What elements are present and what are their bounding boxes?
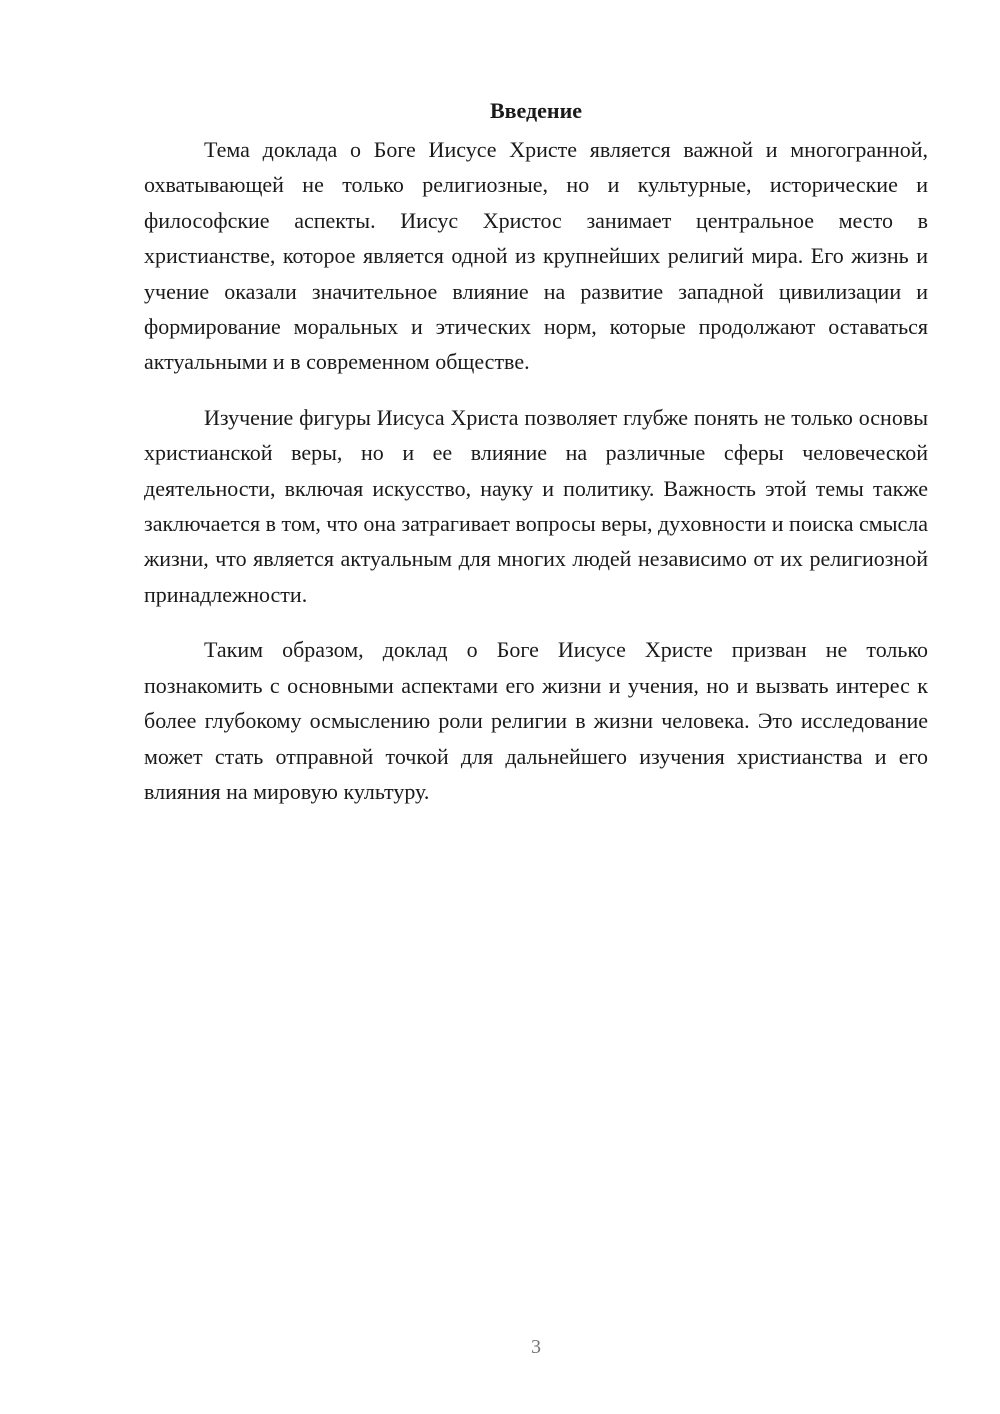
section-heading: Введение <box>489 98 583 123</box>
page-number: 3 <box>531 1336 541 1358</box>
paragraph-3: Таким образом, доклад о Боге Иисусе Христе призван не только познакомить с основными аспектами его жизни и учения, но и вызвать интерес к более глубокому осмыслению роли религии в жизни человека. Это исследование может стать отправной точкой для дальнейшего изучения христианства и его влияния на мировую культуру. <box>144 637 928 804</box>
paragraph-2: Изучение фигуры Иисуса Христа позволяет глубже понять не только основы христианской веры, но и ее влияние на различные сферы человеческой деятельности, включая искусство, науку и политику. Важность этой темы также заключается в том, что она затрагивает вопросы веры, духовности и поиска смысла жизни, что является актуальным для многих людей независимо от их религиозной принадлежности. <box>144 404 928 607</box>
page-content <box>144 96 928 829</box>
paragraph-1: Тема доклада о Боге Иисусе Христе является важной и многогранной, охватывающей не только религиозные, но и культурные, исторические и философские аспекты. Иисус Христос занимает центральное место в христианстве, которое является одной из крупнейших религий мира. Его жизнь и учение оказали значительное влияние на развитие западной цивилизации и формирование моральных и этических норм, которые продолжают оставаться актуальными и в современном обществе. <box>144 137 928 375</box>
